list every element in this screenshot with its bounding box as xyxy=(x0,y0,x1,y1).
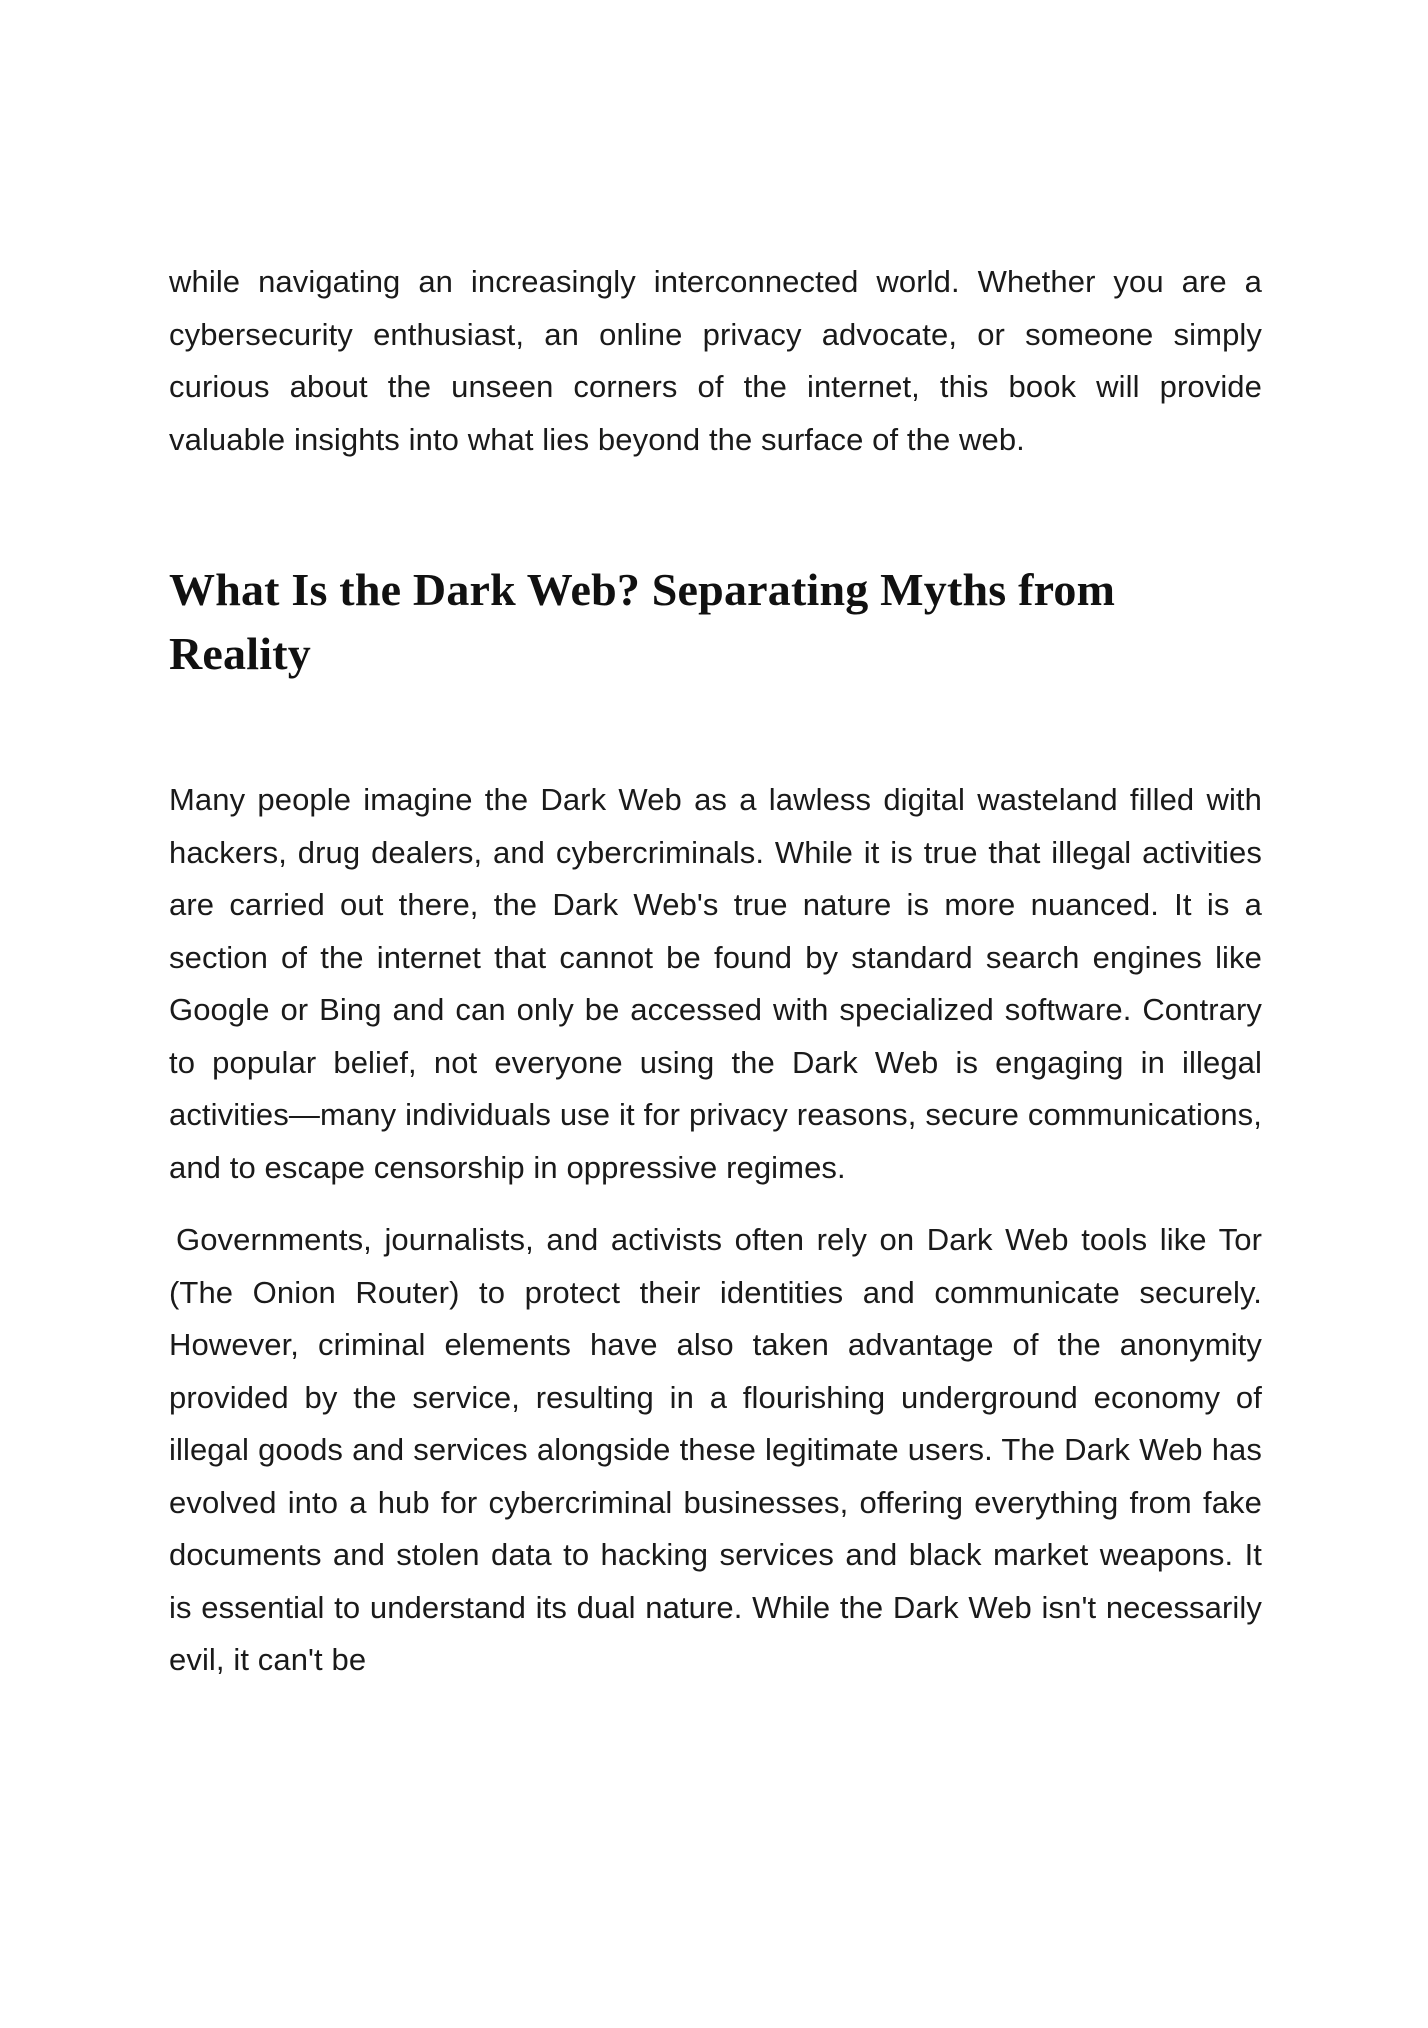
intro-paragraph: while navigating an increasingly interconnected world. Whether you are a cybersecurity enthusiast, an online privacy advocate, or someone simply curious about the unseen corners of the internet, this book will provide valuable insights into what lies beyond the surface of the web. xyxy=(169,264,1262,457)
body-paragraph: Many people imagine the Dark Web as a lawless digital wasteland filled with hackers, drug dealers, and cybercriminals. While it is true that illegal activities are carried out there, the Dark Web's true nature is more nuanced. It is a section of the internet that cannot be found by standard search engines like Google or Bing and can only be accessed with specialized software. Contrary to popular belief, not everyone using the Dark Web is engaging in illegal activities—many individuals use it for privacy reasons, secure communications, and to escape censorship in oppressive regimes. xyxy=(169,782,1262,1185)
body-paragraph: Governments, journalists, and activists often rely on Dark Web tools like Tor (The Onion Router) to protect their identities and communicate securely. However, criminal elements have also taken advantage of the anonymity provided by the service, resulting in a flourishing underground economy of illegal goods and services alongside these legitimate users. The Dark Web has evolved into a hub for cybercriminal businesses, offering everything from fake documents and stolen data to hacking services and black market weapons. It is essential to understand its dual nature. While the Dark Web isn't necessarily evil, it can't be xyxy=(169,1222,1262,1677)
document-page xyxy=(169,256,1262,1687)
section-heading: What Is the Dark Web? Separating Myths from Reality xyxy=(169,564,1116,679)
